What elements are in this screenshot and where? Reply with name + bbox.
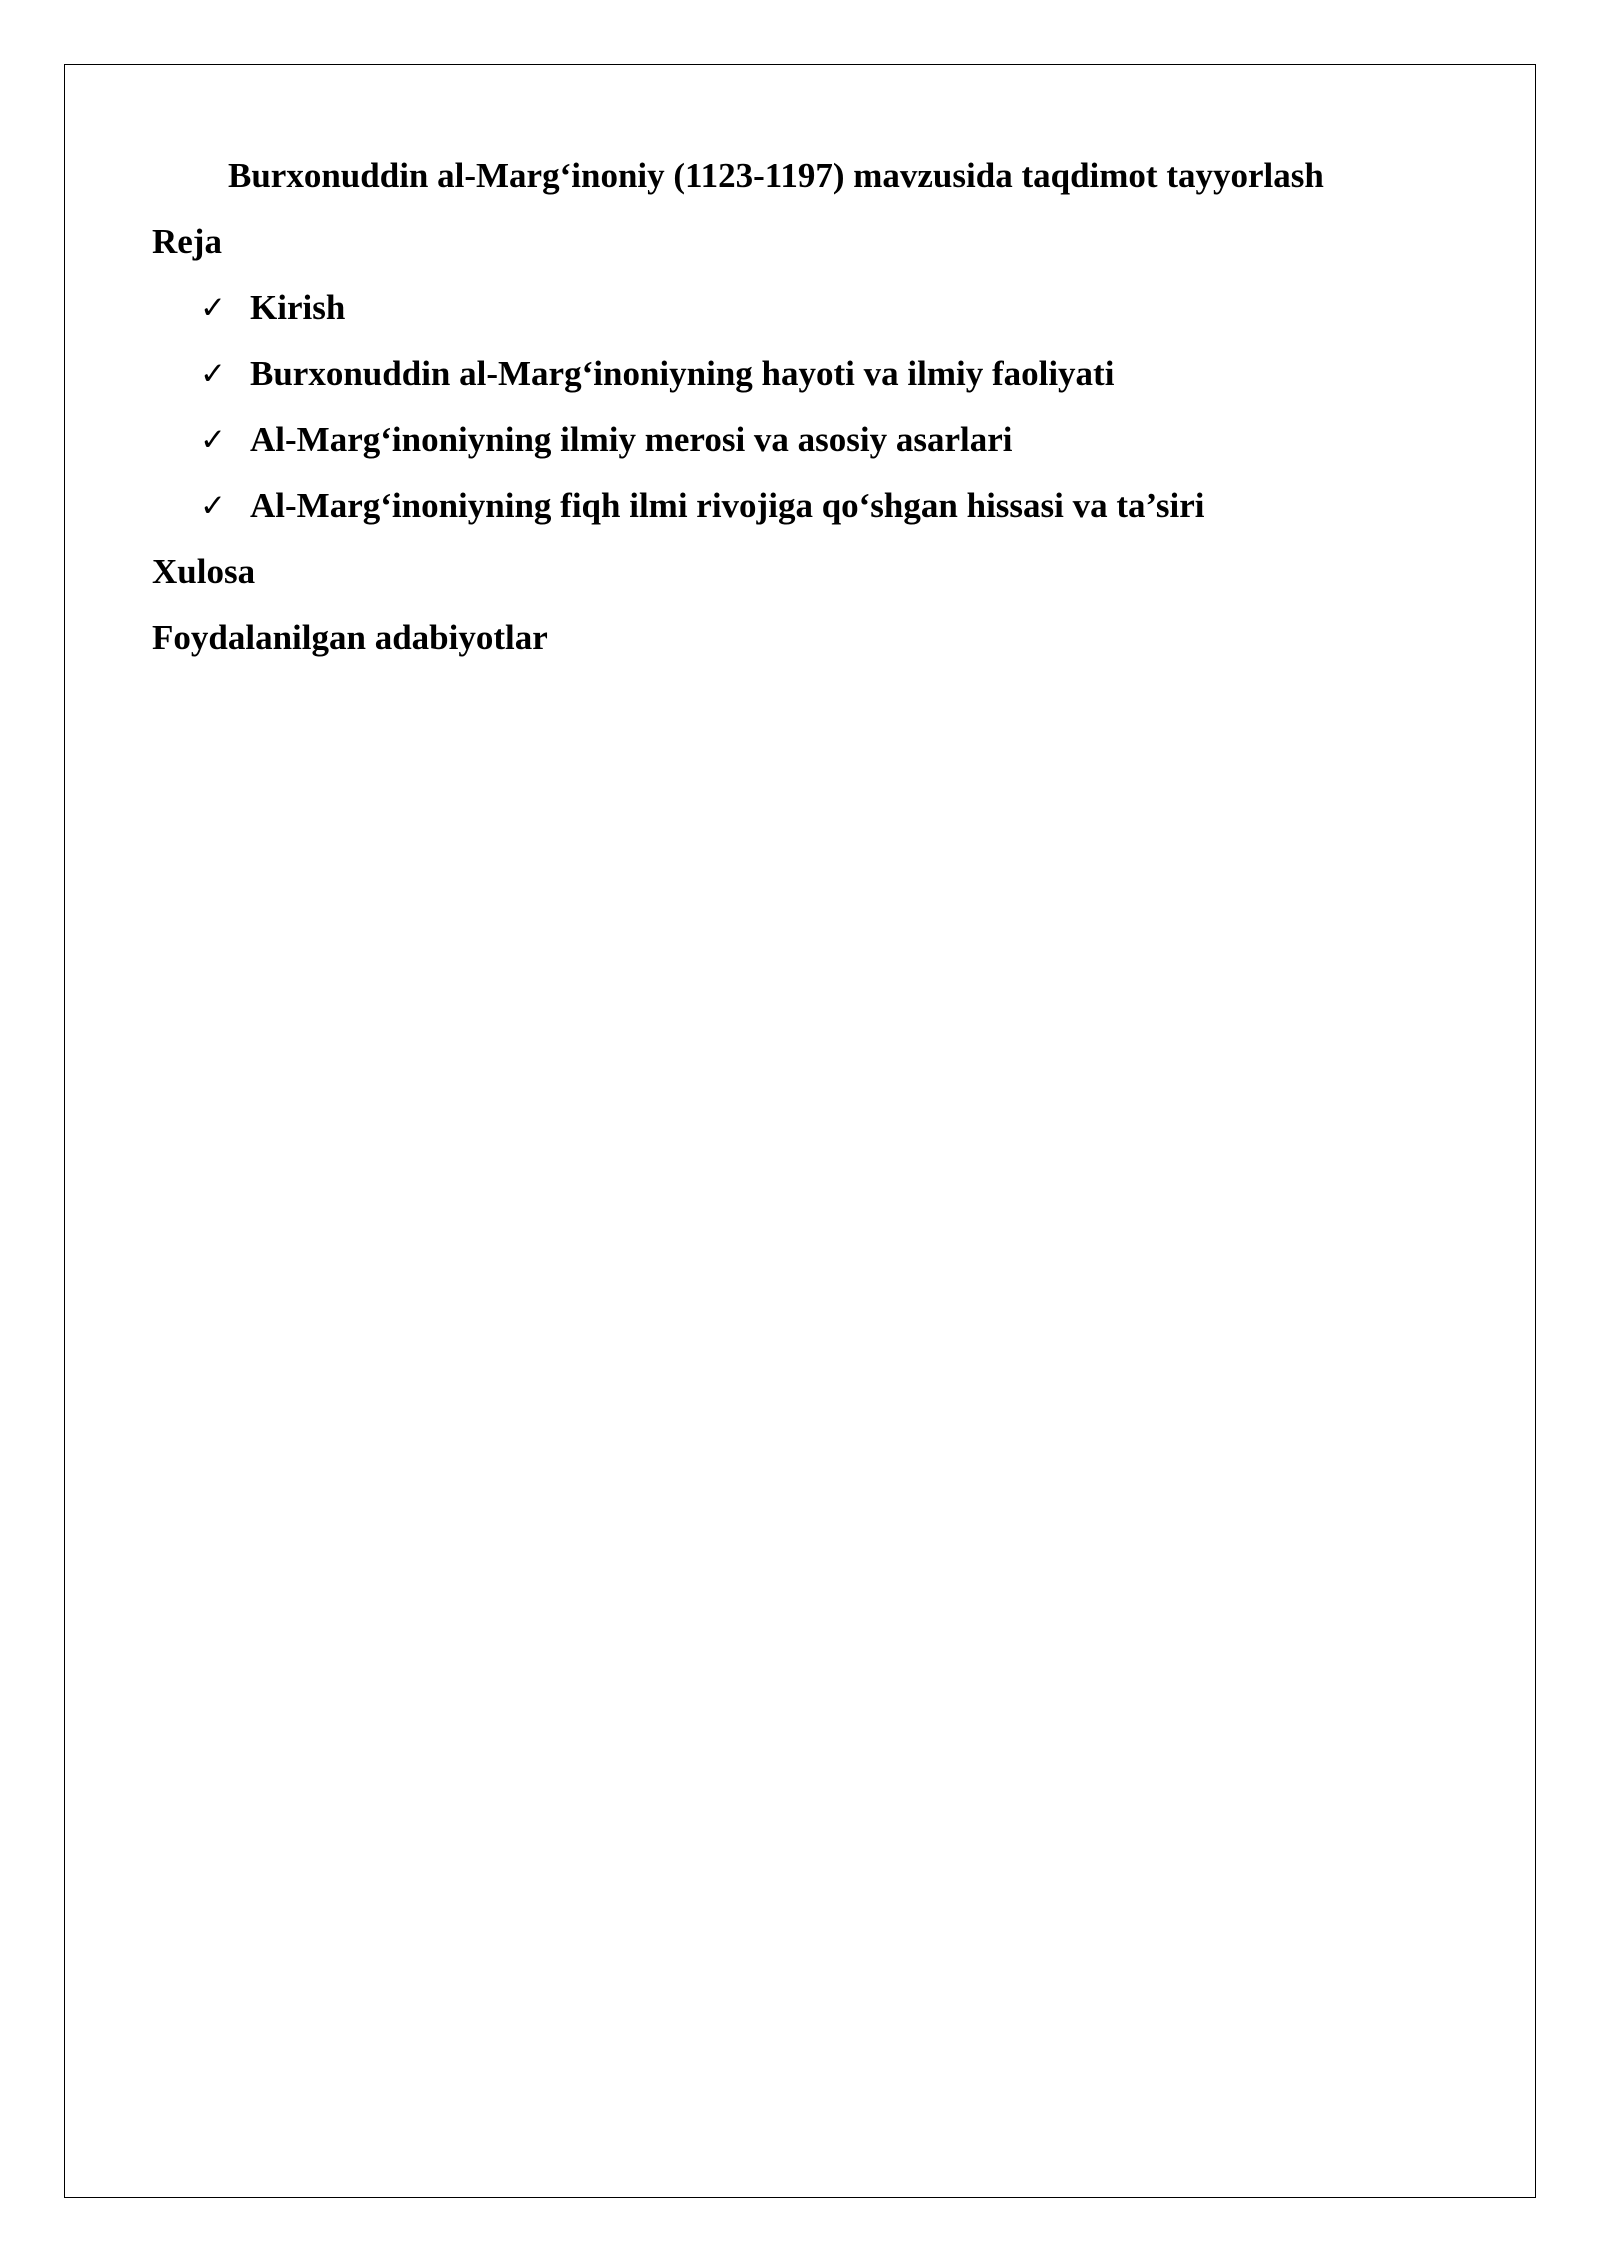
check-icon: ✓ [200,290,226,326]
plan-list [152,280,1452,534]
plan-item-label: Kirish [250,288,346,327]
references-heading: Foydalanilgan adabiyotlar [152,618,548,657]
check-icon: ✓ [200,422,226,458]
plan-item-label: Burxonuddin al-Marg‘inoniyning hayoti va ilmiy faoliyati [250,354,1115,393]
check-icon: ✓ [200,356,226,392]
plan-item-works [152,412,1452,468]
conclusion-heading: Xulosa [152,552,256,591]
plan-item-label: Al-Marg‘inoniyning fiqh ilmi rivojiga qo‘shgan hissasi va ta’siri [250,486,1205,525]
document-body [152,148,1452,676]
plan-item-influence [152,478,1452,534]
plan-item-life [152,346,1452,402]
plan-heading: Reja [152,222,222,261]
plan-item-introduction [152,280,1452,336]
document-title: Burxonuddin al-Marg‘inoniy (1123-1197) mavzusida taqdimot tayyorlash [228,156,1324,195]
plan-item-label: Al-Marg‘inoniyning ilmiy merosi va asosiy asarlari [250,420,1013,459]
check-icon: ✓ [200,488,226,524]
